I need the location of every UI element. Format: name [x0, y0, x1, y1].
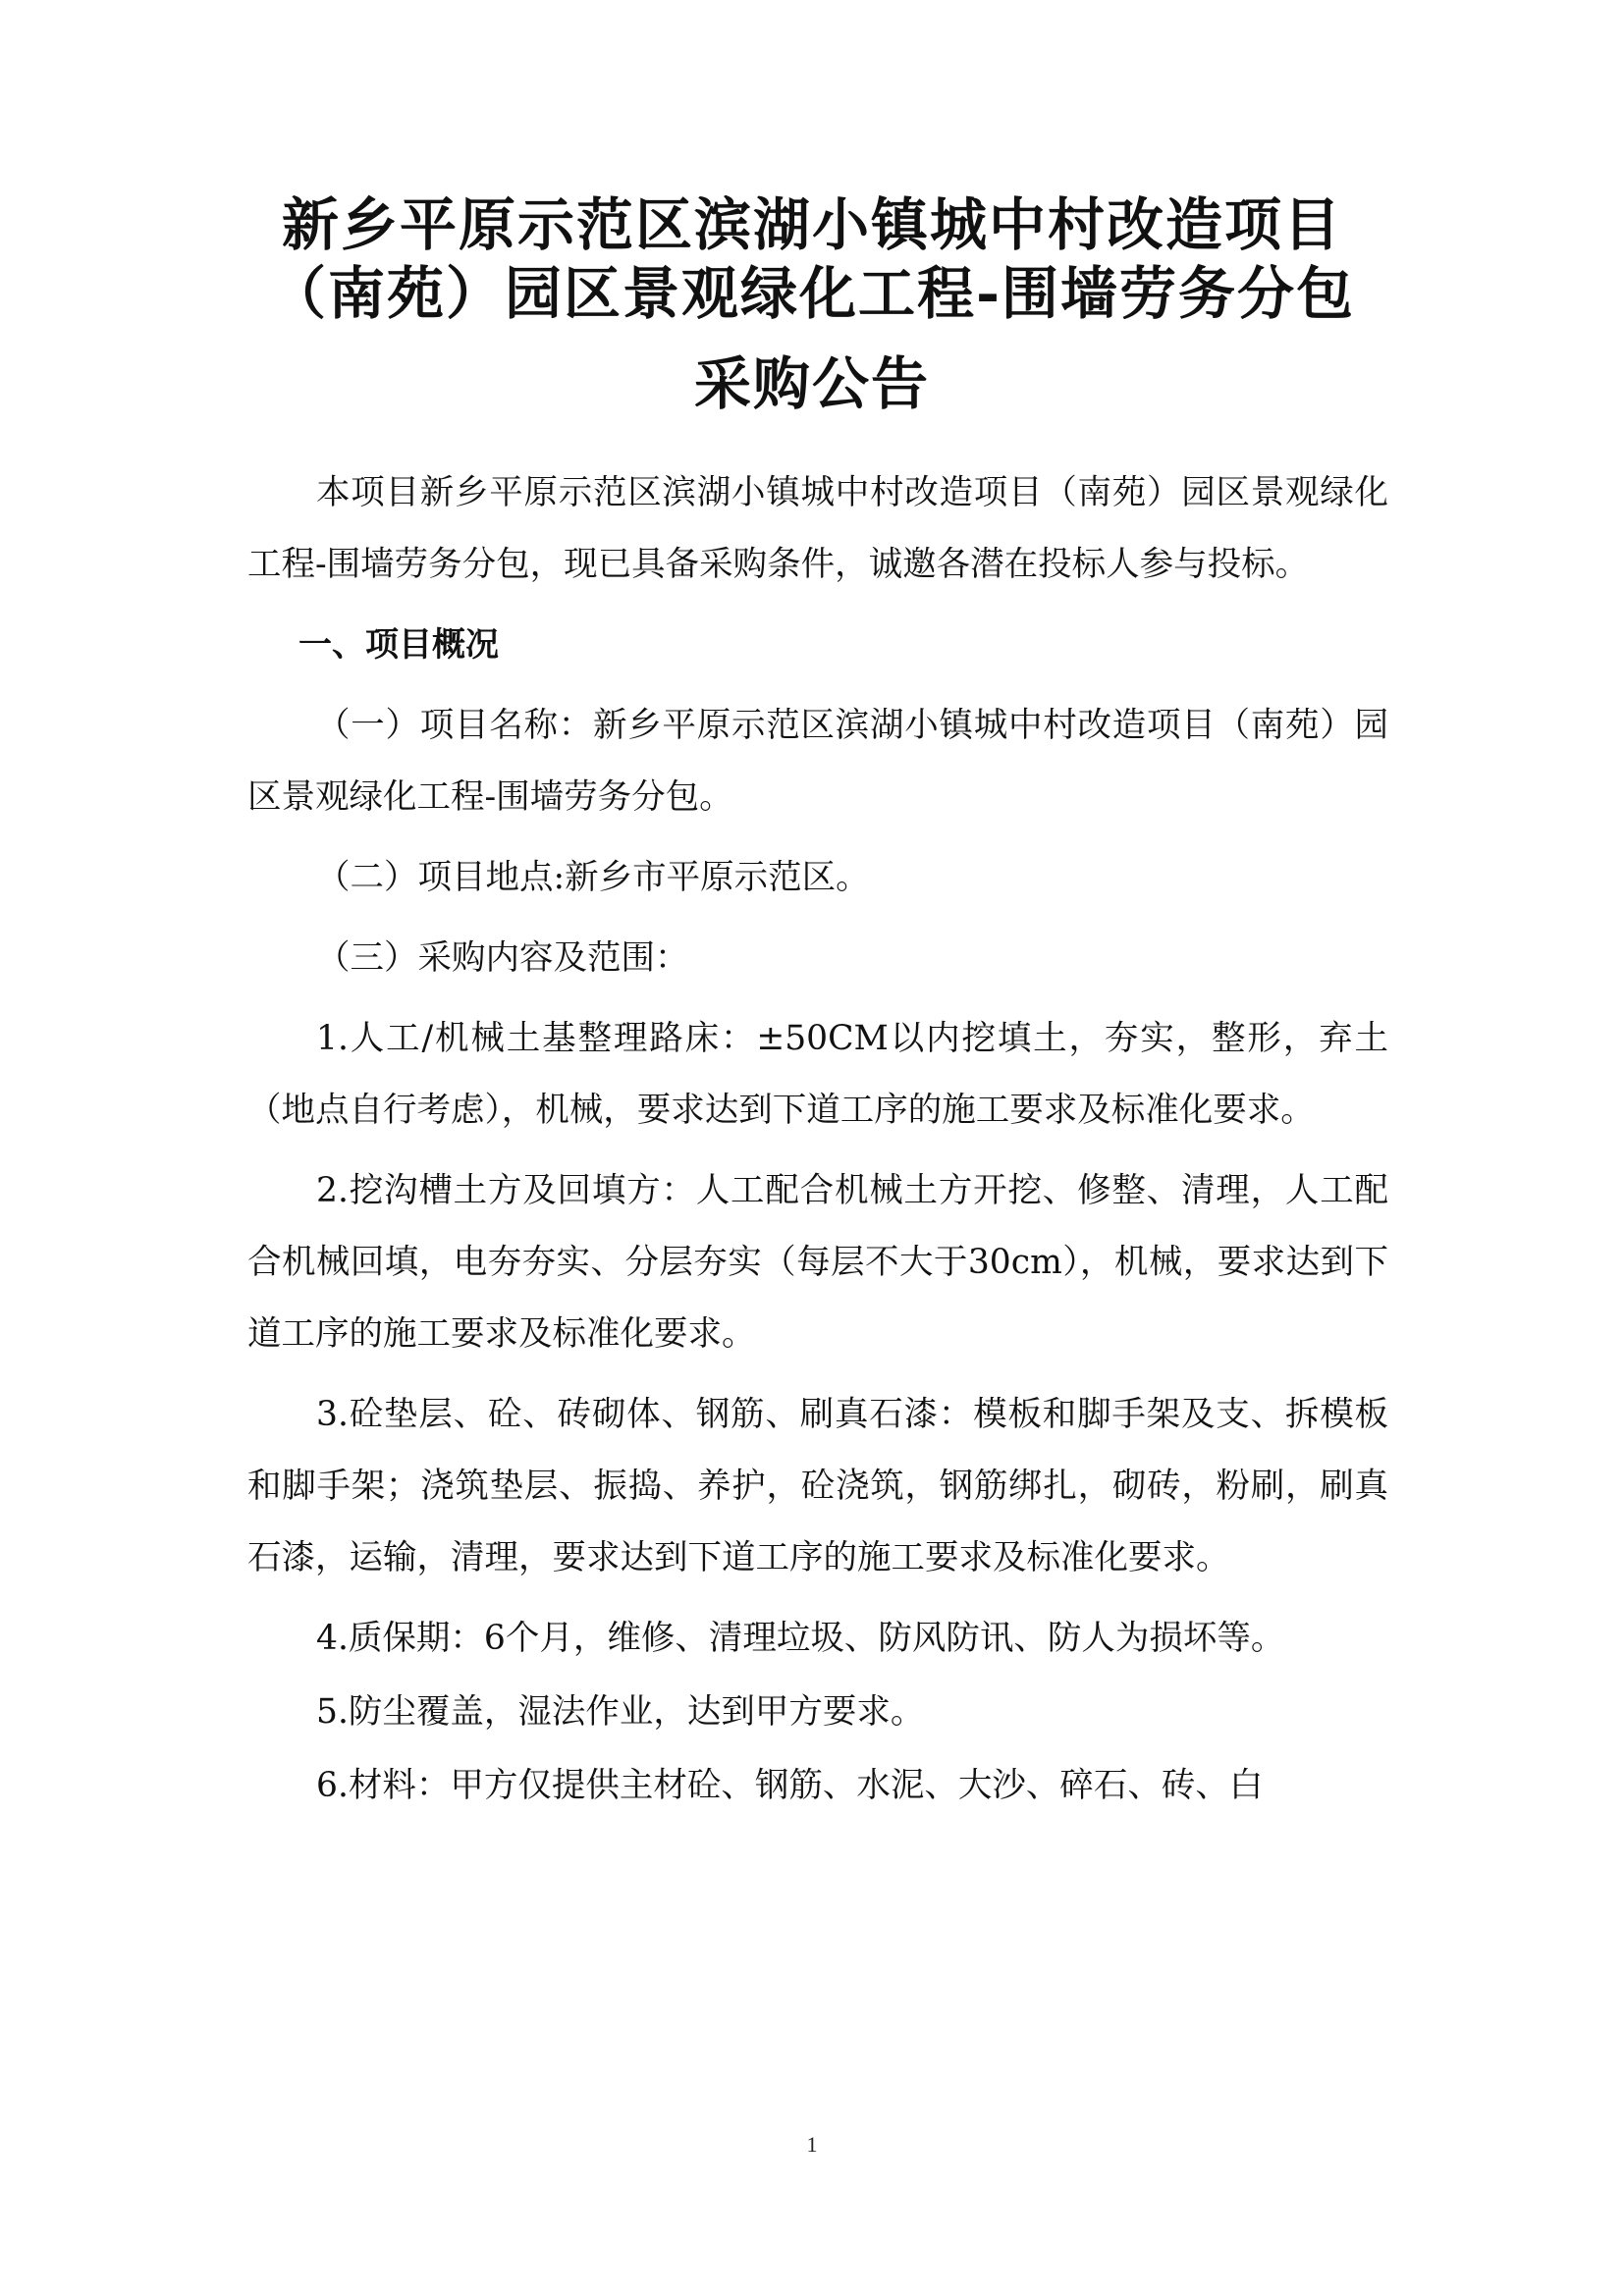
page-number: 1: [806, 2132, 818, 2157]
scope-item-4: 4.质保期：6个月，维修、清理垃圾、防风防讯、防人为损坏等。: [316, 1619, 1285, 1658]
scope-item-1: 1.人工/机械土基整理路床：±50CM以内挖填土，夯实，整形，弃土（地点自行考虑），机械，要求达到下道工序的施工要求及标准化要求。: [247, 1019, 1388, 1130]
intro-paragraph: 本项目新乡平原示范区滨湖小镇城中村改造项目（南苑）园区景观绿化工程-围墙劳务分包，现已具备采购条件，诚邀各潜在投标人参与投标。: [247, 473, 1388, 584]
project-location-paragraph: （二）项目地点:新乡市平原示范区。: [316, 858, 870, 897]
project-name-paragraph: （一）项目名称：新乡平原示范区滨湖小镇城中村改造项目（南苑）园区景观绿化工程-围墙劳务分包。: [247, 706, 1388, 817]
document-title-line-3: 采购公告: [693, 350, 930, 417]
document-title-line-1: 新乡平原示范区滨湖小镇城中村改造项目: [281, 191, 1342, 258]
section-heading-project-overview: 一、项目概况: [298, 625, 499, 665]
scope-item-5: 5.防尘覆盖，湿法作业，达到甲方要求。: [316, 1692, 925, 1732]
document-body: [247, 457, 1388, 1824]
document-title-line-2: （南苑）园区景观绿化工程-围墙劳务分包: [268, 260, 1356, 327]
scope-item-2: 2.挖沟槽土方及回填方：人工配合机械土方开挖、修整、清理，人工配合机械回填，电夯夯实、分层夯实（每层不大于30cm），机械，要求达到下道工序的施工要求及标准化要求。: [247, 1171, 1388, 1354]
procurement-scope-paragraph: （三）采购内容及范围：: [316, 938, 689, 978]
scope-item-3: 3.砼垫层、砼、砖砌体、钢筋、刷真石漆：模板和脚手架及支、拆模板和脚手架；浇筑垫层、振捣、养护，砼浇筑，钢筋绑扎，砌砖，粉刷，刷真石漆，运输，清理，要求达到下道工序的施工要求及标准化要求。: [247, 1395, 1388, 1577]
scope-item-6: 6.材料：甲方仅提供主材砼、钢筋、水泥、大沙、碎石、砖、白: [316, 1766, 1264, 1805]
